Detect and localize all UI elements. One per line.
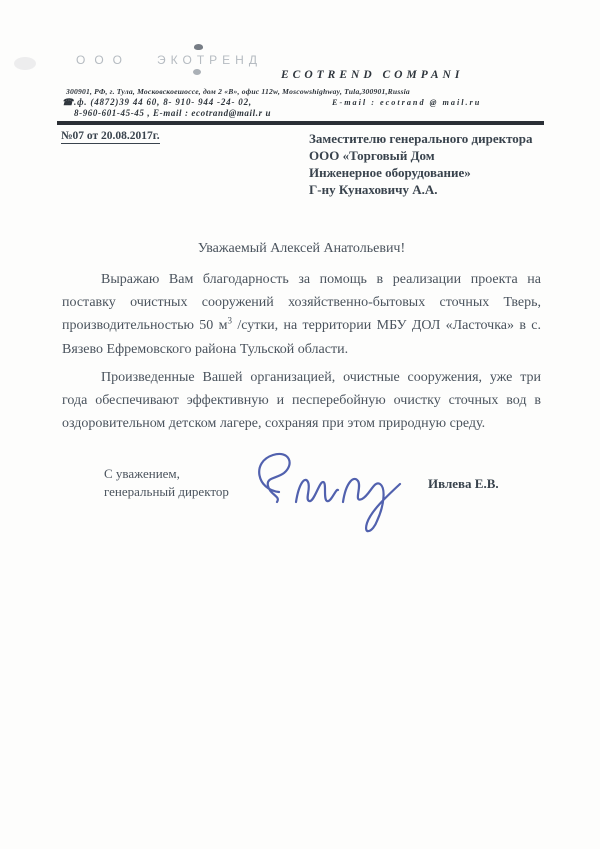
handwritten-signature [243, 446, 408, 541]
superscript-cubic: 3 [227, 315, 232, 326]
phone-numbers: .ф. (4872)39 44 60, 8- 910- 944 -24- 02, [74, 97, 252, 107]
closing-line: генеральный директор [104, 483, 229, 499]
company-email: E-mail : ecotrand @ mail.ru [332, 98, 482, 107]
salutation: Уважаемый Алексей Анатольевич! [197, 241, 406, 256]
paragraph-1-text-b: /сутки, на территории МБУ ДОЛ «Ласточка» в с. Вязево Ефремовского района Тульской области. [62, 318, 541, 357]
logo-ooo-text: ООО [76, 53, 132, 67]
paragraph-1-text-a: Выражаю Вам благодарность за помощь в реализации проекта на поставку очистных сооружений хозяйственно-бытовых сточных Тверь, производительностью 50 м [62, 272, 541, 334]
addressee-block [309, 130, 533, 198]
phone-icon: ☎ [62, 97, 75, 107]
addressee-line: Заместителю генерального директора [309, 131, 533, 146]
phone-fax-line [62, 97, 252, 108]
signature-path [259, 454, 400, 531]
closing-line: С уважением, [104, 466, 180, 481]
signature-ink [243, 446, 408, 541]
logo-emblem-icon [194, 44, 203, 50]
company-name-english: ECOTREND COMPANI [281, 69, 464, 81]
addressee-line: ООО «Торговый Дом [309, 148, 435, 163]
paragraph-2: Произведенные Вашей организацией, очистные сооружения, уже три года обеспечивают эффективную и песперебойную очистку сточных вод в оздоровительном детском лагере, сохраняя при этом природную среду. [62, 369, 541, 432]
addressee-line: Г-ну Кунаховичу А.А. [309, 182, 438, 197]
letterhead-divider [57, 121, 544, 125]
logo-dot-icon [193, 69, 201, 75]
scan-smudge [14, 57, 36, 70]
company-address: 300901, РФ, г. Тула, Московскоешоссе, дом 2 «В», офис 112w, Moscowshighway, Tula,300901,Russia [66, 87, 410, 96]
company-logo-text: ЭКОТРЕНД [157, 53, 262, 67]
closing-block [104, 465, 229, 500]
reference-number-date: №07 от 20.08.2017г. [61, 130, 160, 142]
signer-name: Ивлева Е.В. [428, 476, 499, 491]
letter-body [62, 268, 541, 435]
paragraph-1 [62, 268, 541, 361]
addressee-line: Инженерное оборудование» [309, 165, 471, 180]
phone-email-line2: 8-960-601-45-45 , E-mail : ecotrand@mail.r u [74, 108, 272, 118]
